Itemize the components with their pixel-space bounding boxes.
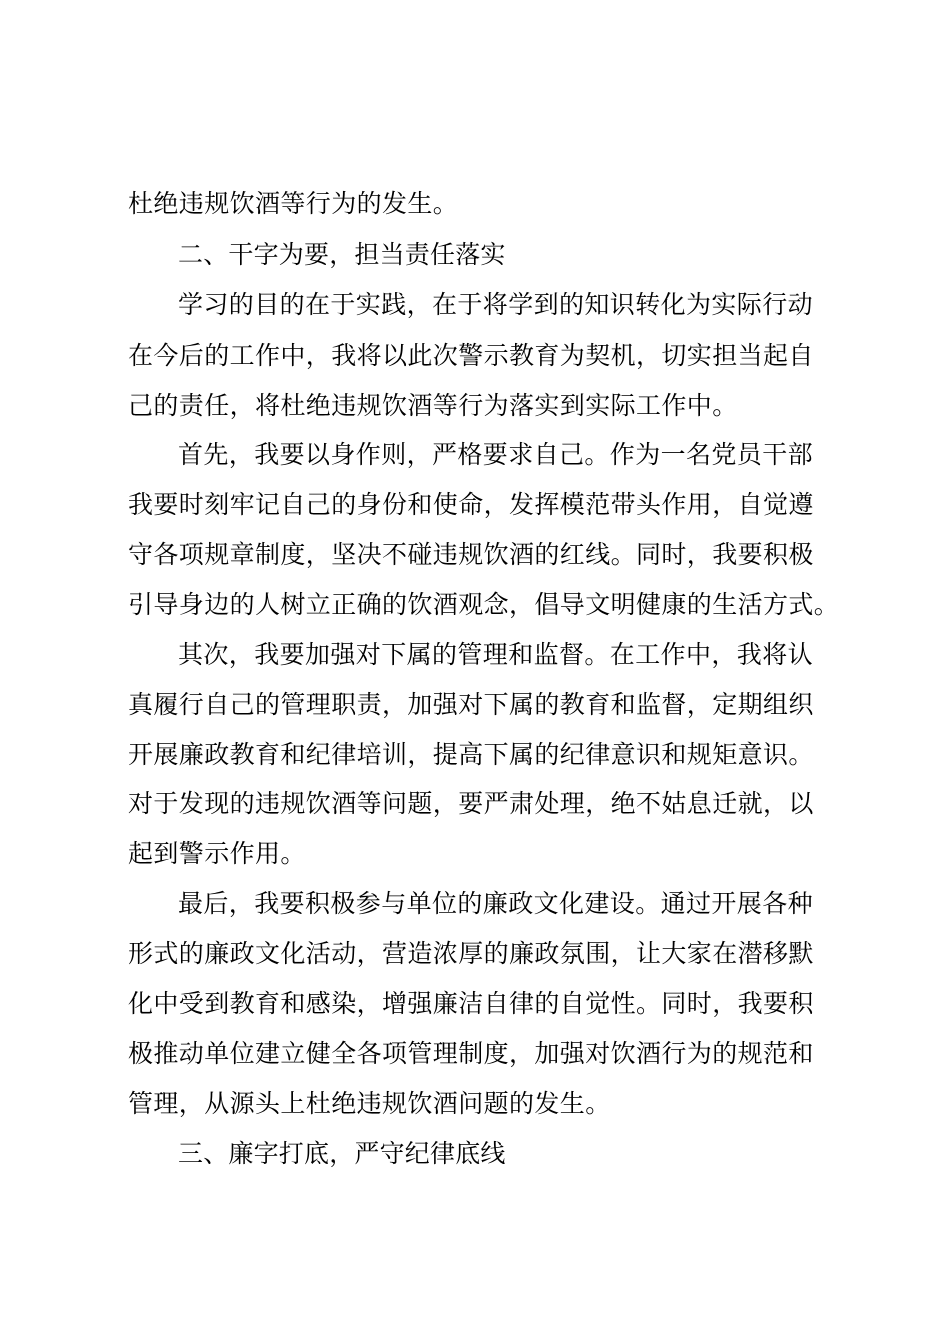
body-text-line: 守各项规章制度，坚决不碰违规饮酒的红线。同时，我要积极 xyxy=(128,540,814,569)
body-text-line: 首先，我要以身作则，严格要求自己。作为一名党员干部 xyxy=(178,440,814,469)
body-text-line: 管理，从源头上杜绝违规饮酒问题的发生。 xyxy=(128,1089,611,1118)
body-text-line: 己的责任，将杜绝违规饮酒等行为落实到实际工作中。 xyxy=(128,391,738,420)
body-text-line: 真履行自己的管理职责，加强对下属的教育和监督，定期组织 xyxy=(128,690,814,719)
body-text-line: 对于发现的违规饮酒等问题，要严肃处理，绝不姑息迁就，以 xyxy=(128,789,814,818)
body-text-line: 化中受到教育和感染，增强廉洁自律的自觉性。同时，我要积 xyxy=(128,989,814,1018)
body-text-line: 形式的廉政文化活动，营造浓厚的廉政氛围，让大家在潜移默 xyxy=(128,939,814,968)
body-text-line: 在今后的工作中，我将以此次警示教育为契机，切实担当起自 xyxy=(128,341,814,370)
body-text-line: 最后，我要积极参与单位的廉政文化建设。通过开展各种 xyxy=(178,889,814,918)
body-text-line: 学习的目的在于实践，在于将学到的知识转化为实际行动 xyxy=(178,290,814,319)
body-text-line: 极推动单位建立健全各项管理制度，加强对饮酒行为的规范和 xyxy=(128,1039,814,1068)
body-text-line: 我要时刻牢记自己的身份和使命，发挥模范带头作用，自觉遵 xyxy=(128,490,814,519)
body-text-line: 起到警示作用。 xyxy=(128,839,306,868)
body-text-line: 引导身边的人树立正确的饮酒观念，倡导文明健康的生活方式。 xyxy=(128,590,840,619)
body-text-line: 其次，我要加强对下属的管理和监督。在工作中，我将认 xyxy=(178,640,814,669)
section-heading-3: 三、廉字打底，严守纪律底线 xyxy=(178,1139,506,1168)
body-text-line: 开展廉政教育和纪律培训，提高下属的纪律意识和规矩意识。 xyxy=(128,740,814,769)
body-text-line: 杜绝违规饮酒等行为的发生。 xyxy=(128,189,459,218)
section-heading-2: 二、干字为要，担当责任落实 xyxy=(178,240,506,269)
